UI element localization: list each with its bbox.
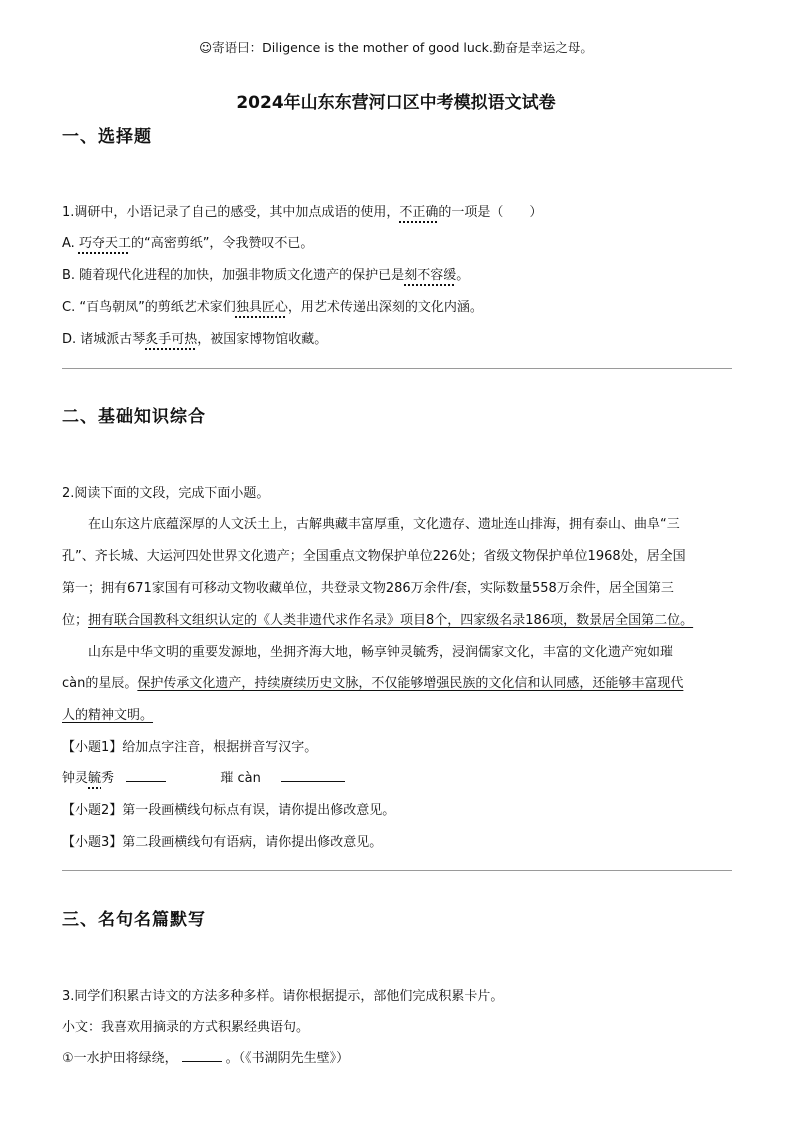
question-3-stem: 3.同学们积累古诗文的方法多种多样。请你根据提示，部他们完成积累卡片。 [62, 989, 504, 1004]
answer-blank-1[interactable] [126, 769, 166, 782]
q1-option-b-suffix: 。 [456, 268, 470, 283]
pinyin-prompt: 璀 càn [220, 771, 261, 786]
item-1-line-end: 。（《书湖阴先生壁》） [225, 1051, 350, 1066]
item-1-line-start: ①一水护田将绿绕， [62, 1051, 178, 1066]
passage-p1-line-3: 第一；拥有671家国有可移动文物收藏单位，共登录文物286万余件/套，实际数量558万余件，居全国第三 [62, 581, 674, 596]
q1-option-c-idiom: 独具匠心 [235, 300, 288, 315]
q1-stem-emphasis: 不正确 [399, 205, 439, 220]
section-heading-choice: 一、选择题 [62, 127, 152, 147]
q1-option-c-suffix: ，用艺术传递出深刻的文化内涵。 [287, 300, 483, 315]
q1-stem-part-b: 的一项是（ ） [438, 205, 543, 220]
passage-p2-line-2-start: càn的星辰。 [62, 676, 138, 691]
q1-option-c [62, 296, 483, 315]
q1-option-a-idiom: 巧夺天工 [78, 236, 131, 251]
subquestion-1-answer-row [62, 767, 345, 786]
passage-p2-line-3 [62, 704, 153, 723]
question-3-item-1 [62, 1047, 349, 1066]
underlined-sentence-2-end: 人的精神文明。 [62, 708, 154, 723]
q1-option-b-prefix: B. 随着现代化进程的加快，加强非物质文化遗产的保护已是 [62, 268, 405, 283]
q1-option-d-idiom: 炙手可热 [145, 332, 198, 347]
q1-option-a-suffix: 的“高密剪纸”，令我赞叹不已。 [130, 236, 314, 251]
passage-p1-line-4 [62, 609, 693, 628]
question-2-stem: 2.阅读下面的文段，完成下面小题。 [62, 486, 270, 501]
word-part-a: 钟灵 [62, 771, 89, 786]
q1-stem-part-a: 1.调研中，小语记录了自己的感受，其中加点成语的使用， [62, 205, 400, 220]
section-heading-basic-knowledge: 二、基础知识综合 [62, 407, 206, 427]
q1-option-d-prefix: D. 诸城派古琴 [62, 332, 146, 347]
section-divider [62, 870, 732, 871]
motto-banner: ☺寄语曰：Diligence is the mother of good luck.勤奋是幸运之母。 [199, 40, 593, 55]
passage-p2-line-2 [62, 672, 683, 691]
passage-p1-line-4-start: 位； [62, 613, 89, 628]
page-title: 2024年山东东营河口区中考模拟语文试卷 [236, 93, 556, 113]
q1-option-b [62, 264, 469, 283]
answer-blank-3[interactable] [182, 1049, 222, 1062]
section-heading-recitation: 三、名句名篇默写 [62, 910, 206, 930]
answer-blank-2[interactable] [281, 769, 345, 782]
section-divider [62, 368, 732, 369]
q1-option-c-prefix: C. “百鸟朝凤”的剪纸艺术家们 [62, 300, 236, 315]
subquestion-1: 【小题1】给加点字注音，根据拼音写汉字。 [62, 740, 318, 755]
passage-p1-line-2: 孔”、齐长城、大运河四处世界文化遗产；全国重点文物保护单位226处；省级文物保护单位1968处，居全国 [62, 549, 686, 564]
subquestion-2: 【小题2】第一段画横线句标点有误，请你提出修改意见。 [62, 803, 396, 818]
passage-p2-line-1: 山东是中华文明的重要发源地，坐拥齐海大地，畅享钟灵毓秀，浸润儒家文化，丰富的文化遗产宛如璀 [88, 645, 674, 660]
word-part-b: 秀 [101, 771, 115, 786]
passage-p1-line-1: 在山东这片底蕴深厚的人文沃土上，古解典藏丰富厚重，文化遗存、遗址连山排海，拥有泰山、曲阜“三 [88, 517, 680, 532]
question-1-stem [62, 201, 542, 220]
underlined-sentence-2: 保护传承文化遗产，持续赓续历史文脉，不仅能够增强民族的文化信和认同感，还能够丰富现代 [137, 676, 684, 691]
q1-option-d-suffix: ，被国家博物馆收藏。 [197, 332, 328, 347]
subquestion-3: 【小题3】第二段画横线句有语病，请你提出修改意见。 [62, 835, 383, 850]
q1-option-a [62, 232, 313, 251]
underlined-sentence-1: 拥有联合国教科文组织认定的《人类非遗代求作名录》项目8个，四家级名录186项，数景居全国第二位。 [88, 613, 694, 628]
question-3-intro: 小文：我喜欢用摘录的方式积累经典语句。 [62, 1020, 310, 1035]
q1-option-d [62, 328, 327, 347]
q1-option-a-prefix: A. [62, 236, 79, 251]
q1-option-b-idiom: 刻不容缓 [404, 268, 457, 283]
dotted-character: 毓 [88, 771, 102, 786]
